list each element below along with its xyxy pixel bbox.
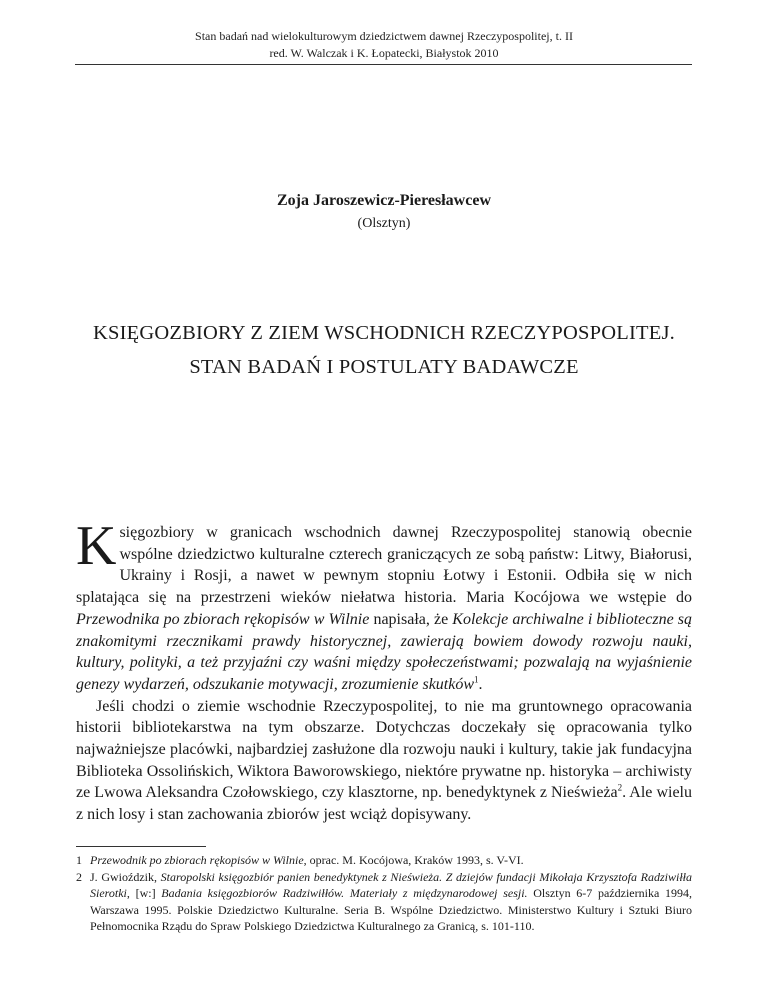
p1-italic-quote: Kolekcje archiwalne i biblioteczne są znakomitymi rzecznikami prawdy historycznej, zawierają bowiem dowody rozwoju nauki, kultury, polityki, a też przyjaźni czy waśni między społeczeństwami; pozwalają na wyjaśnienie genezy wydarzeń, odszukanie motywacji, zrozumienie skutków (76, 610, 693, 693)
footnote-2 (76, 869, 692, 935)
footnote-1-number: 1 (76, 853, 82, 867)
p1-text-2: napisała, że (369, 610, 453, 628)
drop-cap: K (76, 515, 117, 577)
footnote-2-source: Badania księgozbiorów Radziwiłłów. Materiały z międzynarodowej sesji. (161, 886, 528, 900)
p1-end: . (478, 675, 483, 693)
footnote-2-pre: J. Gwioździk, (90, 869, 161, 884)
footnotes (76, 852, 692, 935)
title-line-2: STAN BADAŃ I POSTULATY BADAWCZE (189, 356, 579, 378)
footnote-1-text: , oprac. M. Kocójowa, Kraków 1993, s. V-VI. (303, 853, 524, 867)
p2-text: Jeśli chodzi o ziemie wschodnie Rzeczypospolitej, to nie ma gruntownego opracowania historii bibliotekarstwa na tym obszarze. Dotychczas doczekały się opracowania tylko najważniejsze placówki, najbardziej zasłużone dla rozwoju nauki i kultury, takie jak fundacyjna Biblioteka Ossolińskich, Wiktora Baworowskiego, niektóre prywatne np. historyka – archiwisty ze Lwowa Aleksandra Czołowskiego, czy klasztorne, np. benedyktynek z Nieświeża (76, 697, 692, 802)
body-text (76, 515, 693, 826)
footnote-2-title: Staropolski księgozbiór panien benedyktynek z Nieświeża. Z dziejów fundacji Mikołaja Krzysztofa Radziwiłła Sierotki (90, 869, 692, 900)
p1-text-1: sięgozbiory w granicach wschodnich dawnej Rzeczypospolitej stanowią obecnie wspólne dziedzictwo kulturalne czterech graniczących ze sobą państw: Litwy, Białorusi, Ukrainy i Rosji, a nawet w pewnym stopniu Łotwy i Estonii. Odbiła się w nich splatająca się na przestrzeni wieków niełatwa historia. Maria Kocójowa we wstępie do (76, 524, 692, 607)
footnote-2-mid: , [w:] (126, 886, 162, 900)
paragraph-1 (76, 515, 693, 696)
footnote-1 (76, 852, 692, 869)
paragraph-2 (76, 696, 692, 826)
footnote-ref-1[interactable]: 1 (474, 674, 479, 685)
p2-end: . Ale wielu z nich losy i stan zachowania zbiorów jest wciąż dopisywany. (76, 784, 692, 824)
footnote-ref-2[interactable]: 2 (617, 783, 623, 794)
article-title (40, 316, 728, 384)
header-series-title: Stan badań nad wielokulturowym dziedzictwem dawnej Rzeczypospolitej, t. II (195, 29, 573, 43)
running-header (0, 28, 768, 62)
footnote-2-text: Olsztyn 6-7 października 1994, Warszawa 1995. Polskie Dziedzictwo Kulturalne. Seria B. Wspólne Dziedzictwo. Ministerstwo Kultury i Sztuki Biuro Pełnomocnika Rządu do Spraw Polskiego Dziedzictwa Kulturalnego za Granicą, s. 101-110. (90, 886, 692, 933)
p1-italic-title: Przewodnika po zbiorach rękopisów w Wilnie (76, 610, 370, 628)
footnote-1-title: Przewodnik po zbiorach rękopisów w Wilnie (90, 853, 304, 867)
footnote-rule (76, 846, 206, 847)
title-line-1: KSIĘGOZBIORY Z ZIEM WSCHODNICH RZECZYPOSPOLITEJ. (93, 322, 675, 344)
footnote-2-number: 2 (76, 869, 82, 884)
header-editors: red. W. Walczak i K. Łopatecki, Białystok 2010 (269, 46, 499, 60)
author-name: Zoja Jaroszewicz-Pieresławcew (277, 192, 491, 209)
author-affiliation: (Olsztyn) (357, 216, 411, 231)
header-rule (75, 64, 692, 65)
